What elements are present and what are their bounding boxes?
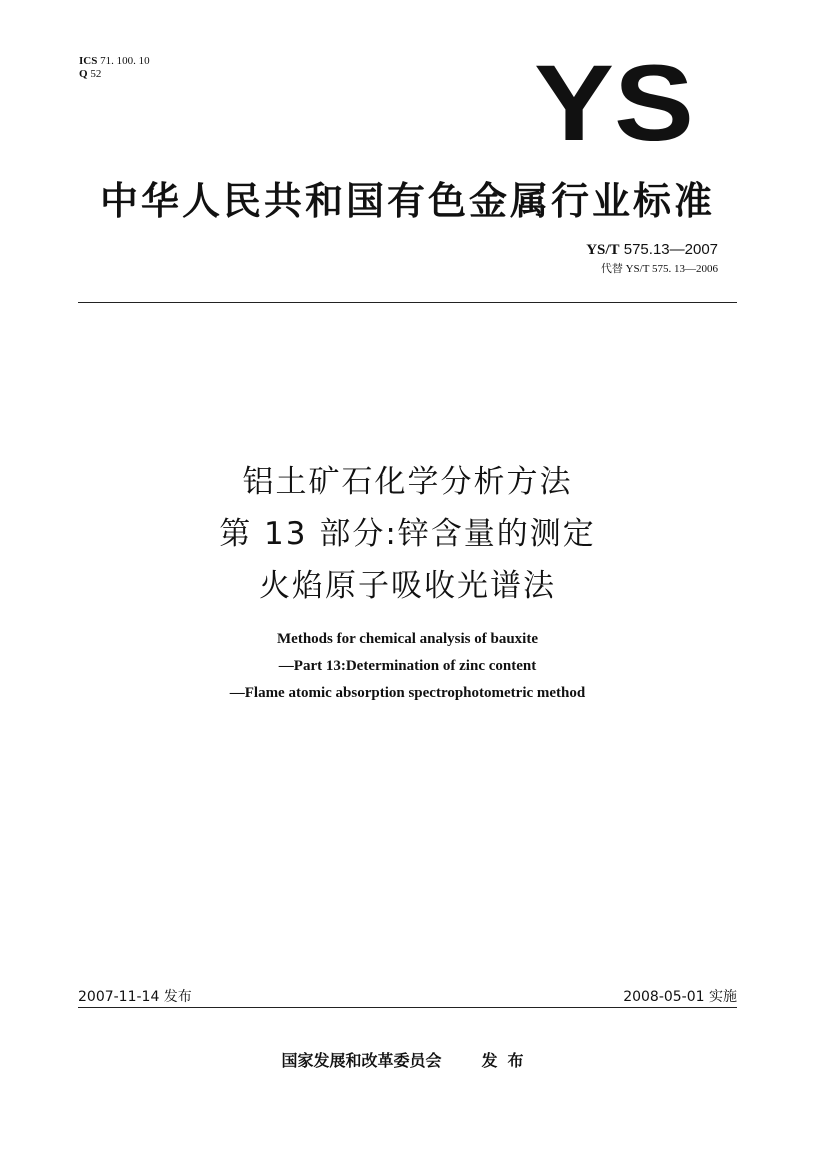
- ys-logo-text: YS: [534, 52, 694, 147]
- standard-prefix: YS/T: [586, 242, 620, 258]
- title-en-line2: —Part 13:Determination of zinc content: [278, 658, 537, 674]
- issuer-action: 发布: [481, 1051, 534, 1070]
- top-divider: [78, 302, 737, 303]
- ccs-label: Q: [79, 68, 88, 80]
- implementation-date: 2008-05-01 实施: [623, 989, 737, 1005]
- ics-line: [79, 55, 150, 68]
- classification-block: [79, 55, 150, 81]
- standard-code: 575.13—2007: [623, 241, 718, 258]
- ics-label: ICS: [79, 55, 98, 67]
- ys-logo: [532, 52, 697, 147]
- ics-code: 71. 100. 10: [100, 55, 150, 67]
- ccs-line: [79, 68, 150, 81]
- organization-title: 中华人民共和国有色金属行业标准: [99, 179, 715, 223]
- title-en-line1: Methods for chemical analysis of bauxite: [277, 631, 538, 647]
- title-cn-line2: 第 13 部分:锌含量的测定: [219, 516, 596, 552]
- title-cn-line1: 铝土矿石化学分析方法: [242, 464, 573, 500]
- title-cn-line3: 火焰原子吸收光谱法: [259, 568, 556, 604]
- ccs-code: 52: [90, 68, 102, 80]
- issuer-name: 国家发展和改革委员会: [281, 1051, 442, 1070]
- bottom-divider: [78, 1007, 737, 1008]
- issue-date: 2007-11-14 发布: [78, 989, 192, 1005]
- title-en-line3: —Flame atomic absorption spectrophotometric method: [229, 685, 586, 701]
- issuer-line: [0, 1048, 815, 1071]
- standard-number: [586, 241, 718, 259]
- replaces-standard: 代替 YS/T 575. 13—2006: [600, 263, 718, 275]
